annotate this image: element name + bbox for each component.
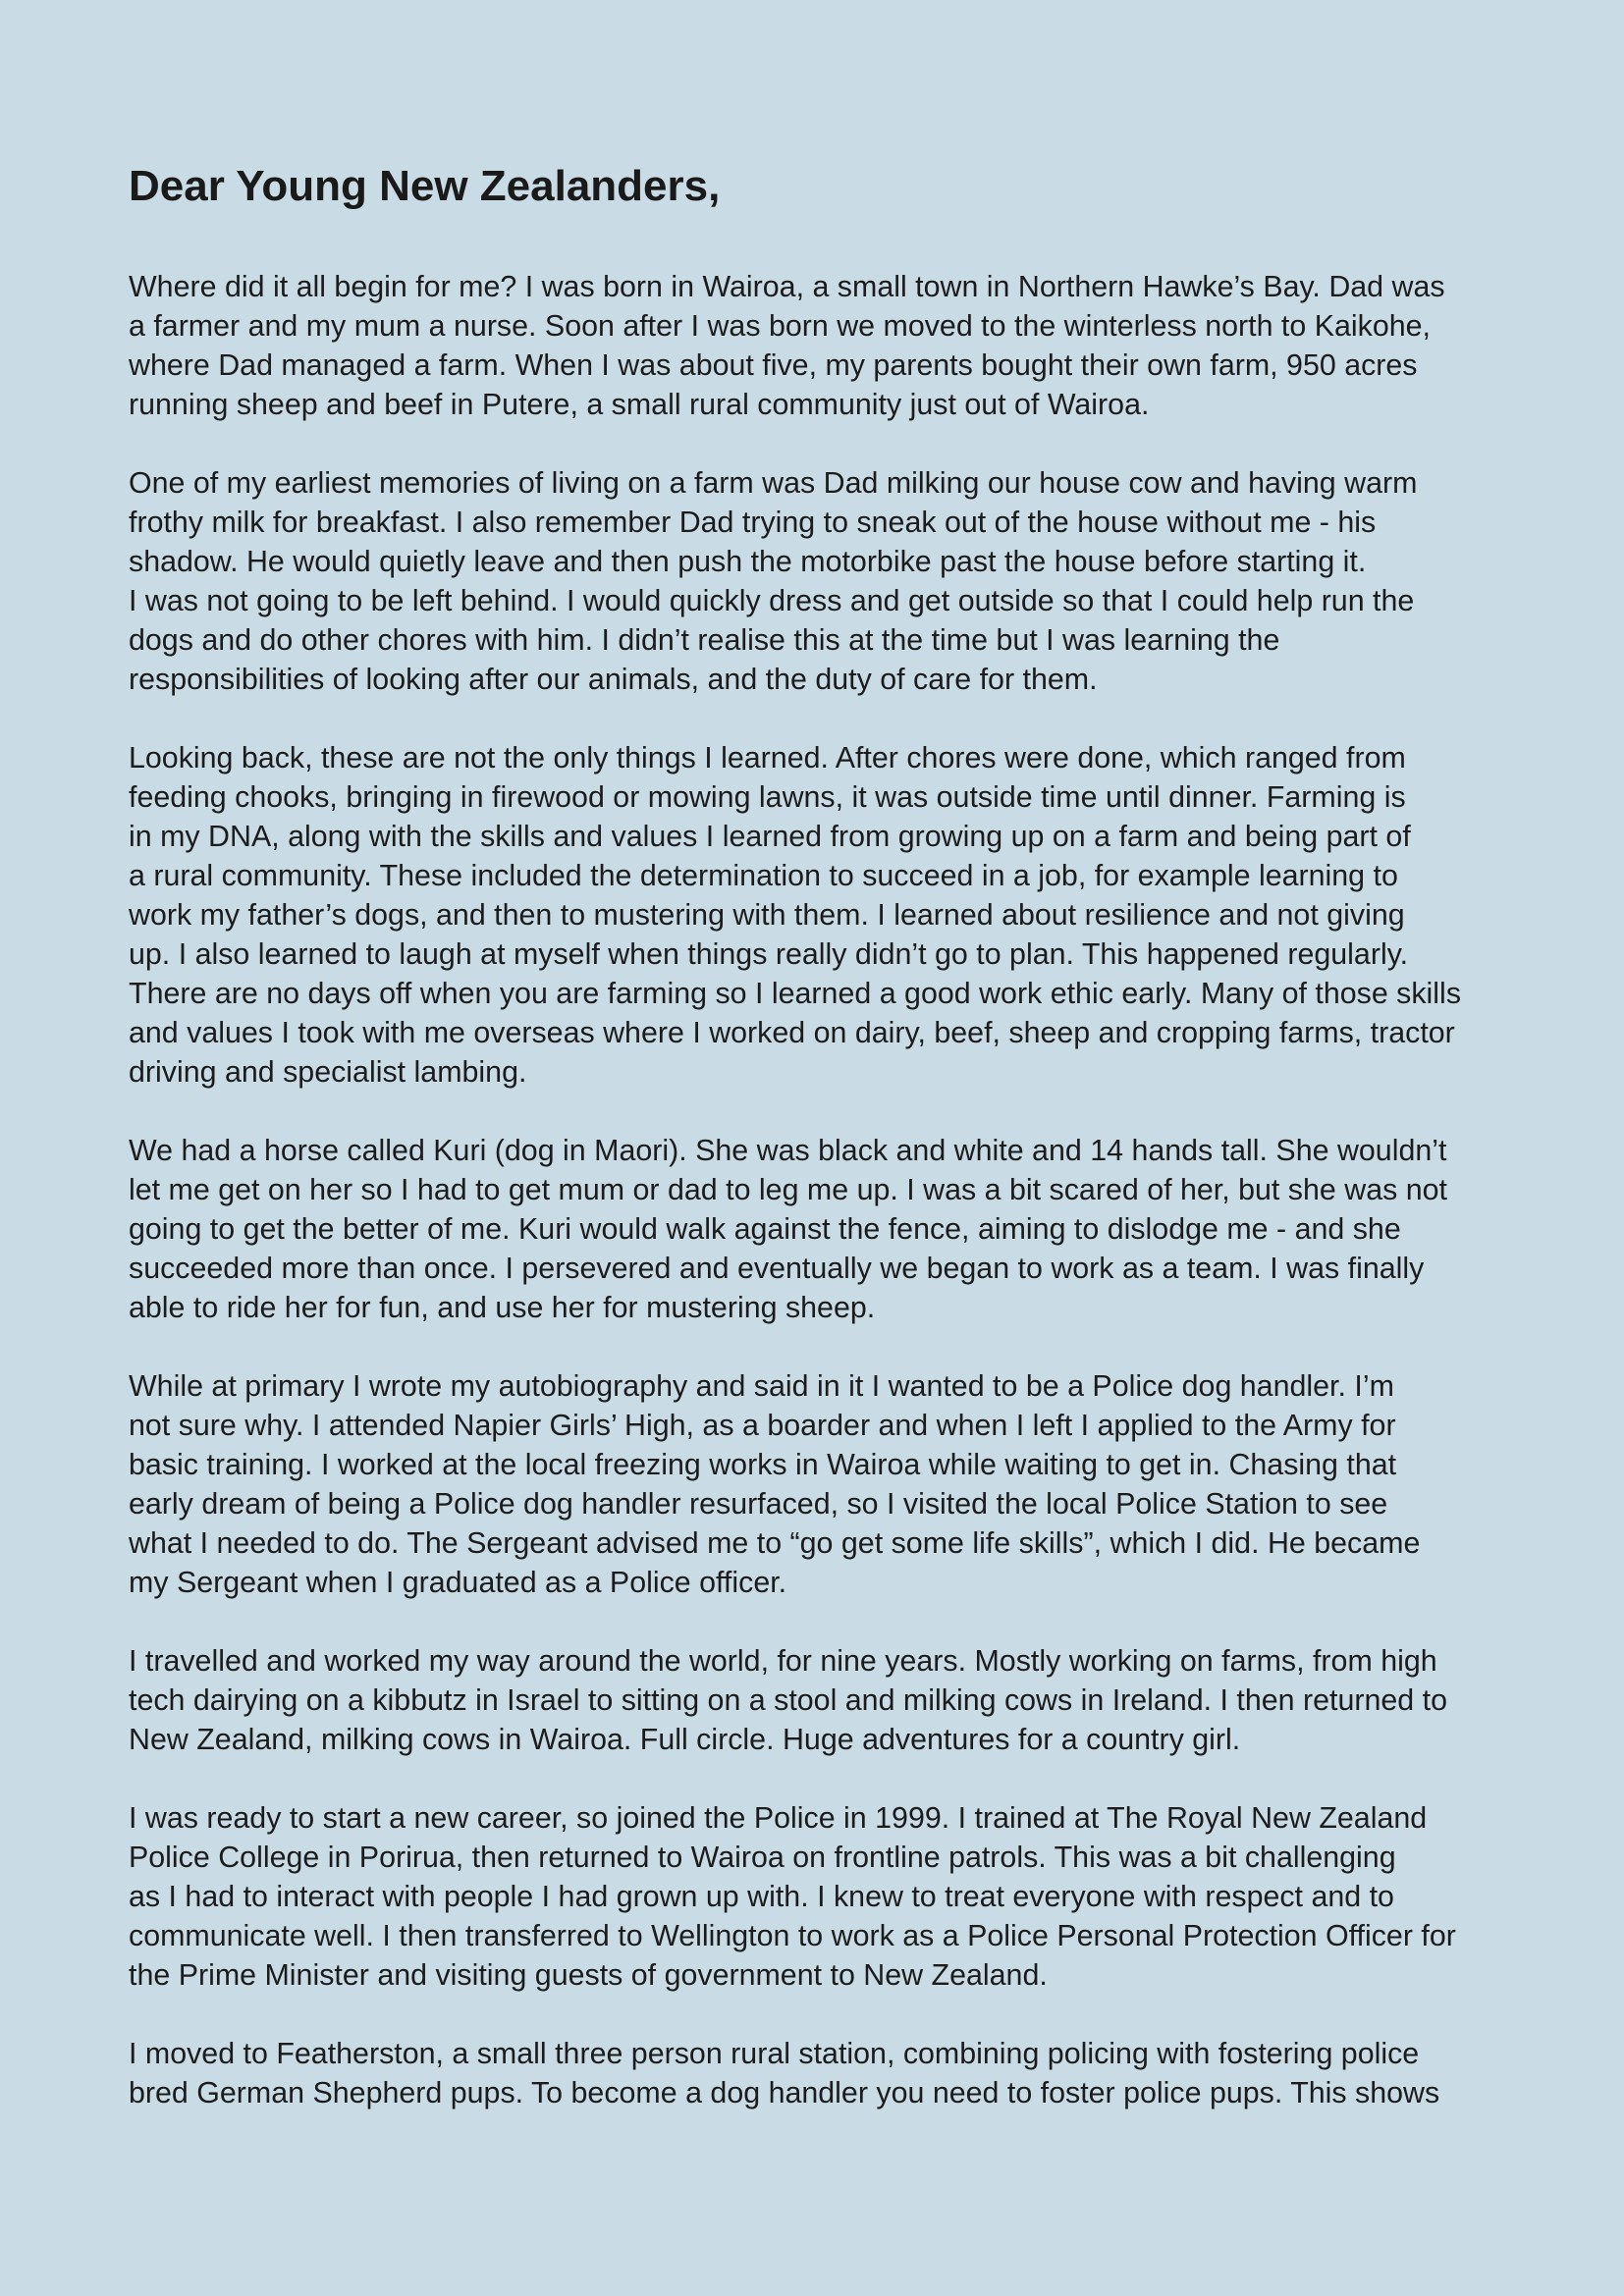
paragraph-line: what I needed to do. The Sergeant advised me to “go get some life skills”, which I did. He became	[129, 1526, 1421, 1560]
letter-paragraph	[129, 1366, 1503, 1602]
paragraph-line: able to ride her for fun, and use her for mustering sheep.	[129, 1291, 876, 1324]
letter-paragraph	[129, 1131, 1503, 1327]
letter-paragraph	[129, 1641, 1503, 1759]
paragraph-line: driving and specialist lambing.	[129, 1055, 527, 1089]
paragraph-line: as I had to interact with people I had grown up with. I knew to treat everyone with respect and to	[129, 1880, 1394, 1913]
letter-paragraph	[129, 463, 1503, 699]
paragraph-line: up. I also learned to laugh at myself when things really didn’t go to plan. This happened regularly.	[129, 937, 1409, 971]
paragraph-line: I was ready to start a new career, so joined the Police in 1999. I trained at The Royal New Zealand	[129, 1801, 1428, 1835]
paragraph-line: where Dad managed a farm. When I was about five, my parents bought their own farm, 950 acres	[129, 348, 1418, 382]
paragraph-line: running sheep and beef in Putere, a small rural community just out of Wairoa.	[129, 388, 1150, 421]
paragraph-line: One of my earliest memories of living on a farm was Dad milking our house cow and having warm	[129, 466, 1418, 500]
paragraph-line: tech dairying on a kibbutz in Israel to sitting on a stool and milking cows in Ireland. I then returned to	[129, 1683, 1447, 1717]
paragraph-line: work my father’s dogs, and then to mustering with them. I learned about resilience and not giving	[129, 898, 1405, 932]
paragraph-line: a farmer and my mum a nurse. Soon after I was born we moved to the winterless north to Kaikohe,	[129, 309, 1431, 343]
paragraph-line: shadow. He would quietly leave and then push the motorbike past the house before starting it.	[129, 545, 1367, 578]
letter-greeting: Dear Young New Zealanders,	[129, 162, 721, 210]
paragraph-line: Looking back, these are not the only things I learned. After chores were done, which ranged from	[129, 741, 1406, 774]
paragraph-line: Where did it all begin for me? I was born in Wairoa, a small town in Northern Hawke’s Bay. Dad was	[129, 270, 1445, 303]
paragraph-line: I travelled and worked my way around the world, for nine years. Mostly working on farms, from high	[129, 1644, 1437, 1678]
paragraph-line: let me get on her so I had to get mum or dad to leg me up. I was a bit scared of her, but she was not	[129, 1173, 1447, 1206]
letter-body	[129, 267, 1503, 2112]
paragraph-line: in my DNA, along with the skills and values I learned from growing up on a farm and being part of	[129, 820, 1411, 853]
paragraph-line: basic training. I worked at the local freezing works in Wairoa while waiting to get in. Chasing that	[129, 1448, 1397, 1481]
letter-paragraph	[129, 267, 1503, 424]
paragraph-line: not sure why. I attended Napier Girls’ High, as a boarder and when I left I applied to the Army for	[129, 1409, 1396, 1442]
paragraph-line: I was not going to be left behind. I would quickly dress and get outside so that I could help run the	[129, 584, 1415, 617]
paragraph-line: communicate well. I then transferred to Wellington to work as a Police Personal Protection Officer for	[129, 1919, 1456, 1952]
paragraph-line: early dream of being a Police dog handler resurfaced, so I visited the local Police Station to see	[129, 1487, 1388, 1521]
paragraph-line: frothy milk for breakfast. I also remember Dad trying to sneak out of the house without me - his	[129, 506, 1377, 539]
letter-paragraph	[129, 738, 1503, 1092]
paragraph-line: While at primary I wrote my autobiography and said in it I wanted to be a Police dog handler. I’m	[129, 1369, 1394, 1403]
paragraph-line: I moved to Featherston, a small three person rural station, combining policing with fostering police	[129, 2037, 1420, 2070]
letter-paragraph	[129, 1798, 1503, 1995]
paragraph-line: feeding chooks, bringing in firewood or mowing lawns, it was outside time until dinner. Farming is	[129, 780, 1406, 814]
paragraph-line: New Zealand, milking cows in Wairoa. Full circle. Huge adventures for a country girl.	[129, 1723, 1241, 1756]
paragraph-line: bred German Shepherd pups. To become a dog handler you need to foster police pups. This shows	[129, 2076, 1440, 2109]
paragraph-line: going to get the better of me. Kuri would walk against the fence, aiming to dislodge me - and she	[129, 1212, 1401, 1246]
paragraph-line: dogs and do other chores with him. I didn’t realise this at the time but I was learning the	[129, 623, 1280, 657]
paragraph-line: responsibilities of looking after our animals, and the duty of care for them.	[129, 663, 1098, 696]
paragraph-line: a rural community. These included the determination to succeed in a job, for example learning to	[129, 859, 1398, 892]
letter-page	[129, 155, 1503, 2152]
paragraph-line: Police College in Porirua, then returned to Wairoa on frontline patrols. This was a bit challenging	[129, 1841, 1396, 1874]
paragraph-line: and values I took with me overseas where I worked on dairy, beef, sheep and cropping farms, tractor	[129, 1016, 1455, 1049]
letter-paragraph	[129, 2034, 1503, 2112]
paragraph-line: my Sergeant when I graduated as a Police officer.	[129, 1566, 787, 1599]
paragraph-line: We had a horse called Kuri (dog in Maori). She was black and white and 14 hands tall. She wouldn’t	[129, 1134, 1447, 1167]
paragraph-line: the Prime Minister and visiting guests of government to New Zealand.	[129, 1958, 1048, 1992]
paragraph-line: There are no days off when you are farming so I learned a good work ethic early. Many of those skills	[129, 977, 1462, 1010]
paragraph-line: succeeded more than once. I persevered and eventually we began to work as a team. I was finally	[129, 1252, 1425, 1285]
